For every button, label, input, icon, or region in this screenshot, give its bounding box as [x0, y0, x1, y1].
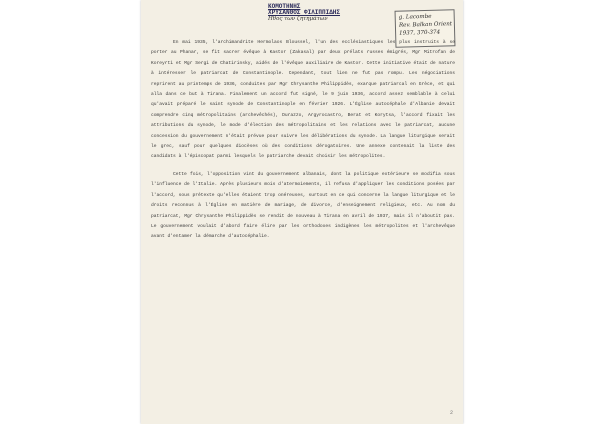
- reference-line: 1937, 370-374: [399, 29, 441, 37]
- heading-line-2: ΧΡΥΣΑΝΘΟΣ ΦΙΛΙΠΠΙΔΗΣ: [268, 9, 341, 16]
- heading-line-1: ΚΟΜΟΤΗΝΗΣ: [268, 3, 301, 10]
- handwritten-heading: [268, 4, 388, 22]
- reference-line: Rev. Balkan Orient: [398, 21, 453, 29]
- heading-line-3: Ηθος των ζητημάτων: [268, 16, 328, 22]
- typed-body: [151, 38, 455, 243]
- paragraph-1: En mai 1935, l'archimandrite Hermolaos Bloussel, l'un des ecclésiastiques les plus instruits à se porter au Phanar, se fit sacrer évêque à Kastor (Zakasal) par deux prélats russes émigrés, Mgr Mitrofan de Koreyrti et Mgr Sergi de Chatirinsky, aidés de l'évêque auxiliaire de Kastor. Cette initiative était de nature à intéresser le patriarcat de Constantinople. Cependant, tout lien ne fut pas rompu. Les négociations reprirent au printemps de 1936, conduites par Mgr Chrysanthe Philippidès, exarque patriarcal en Grèce, et qui alla dans ce but à Tirana. Finalement un accord fut signé, le 9 juin 1936, accord assez semblable à celui qu'avait préparé le saint synode de Constantinople en février 1926. L'Église autocéphale d'Albanie devait comprendre cinq métropolitains (archevêchés), Durazzo, Argyrocastro, Berat et Korytsa, l'accord fixait les attributions du synode, le mode d'élection des métropolitains et les relations avec le patriarcat, aucune concession du gouvernement n'était prévue pour suivre les délibérations du synode. La langue liturgique serait le grec, sauf pour quelques diocèses où des conditions dérogatoires. Une annexe contenait la liste des candidats à l'épiscopat parmi lesquels le patriarche devait choisir les métropolites.: [151, 40, 455, 160]
- reference-line: g. Lacombe: [398, 13, 432, 21]
- page-number: 2: [449, 410, 453, 416]
- paragraph-2: Cette fois, l'opposition vint du gouvernement albanais, dont la politique extérieure se modifia sous l'influence de l'Italie. Après plusieurs mois d'atermoiements, il refusa d'appliquer les conditions posées par l'accord, sous prétexte qu'elles étaient trop onéreuses, surtout en ce qui concerne la langue liturgique et le droits reconnus à l'Église en matière de mariage, de divorce, d'enseignement religieux, etc. Au nom du patriarcat, Mgr Chrysanthe Philippidès se rendit de nouveau à Tirana en avril de 1937, mais il n'aboutit pas. Le gouvernement voulait d'abord faire élire par les orthodoxes indigènes les métropolites et l'archevêque avant d'entamer la démarche d'autocéphalie.: [151, 171, 455, 240]
- document-page: [141, 0, 463, 424]
